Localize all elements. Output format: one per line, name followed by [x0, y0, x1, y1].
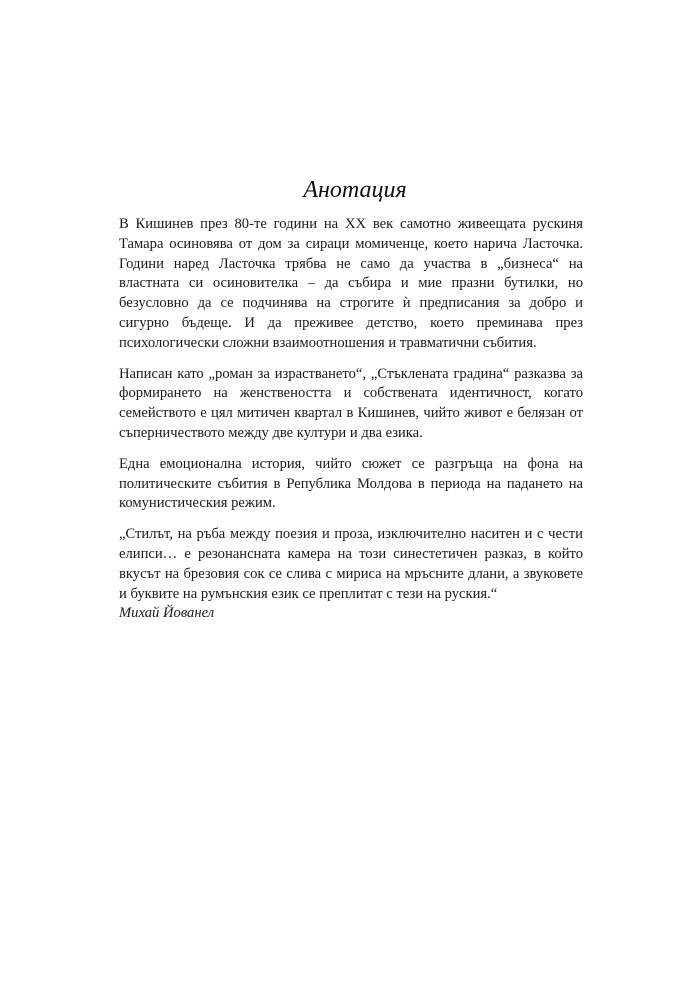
paragraph-context: Една емоционална история, чийто сюжет се разгръща на фона на политическите събития в Република Молдова в периода на падането на комунистическия режим.: [119, 455, 583, 512]
page-title: Анотация: [303, 177, 407, 203]
paragraph-genre: Написан като „роман за израстването“, „Стъклената градина“ разказва за формирането на женствеността и собствената идентичност, когато семейството е цял митичен квартал в Кишинев, чийто живот е белязан от съперничеството между две култури и два езика.: [119, 365, 583, 441]
paragraph-summary: В Кишинев през 80-те години на XX век самотно живеещата рускиня Тамара осиновява от дом за сираци момиченце, което нарича Ласточка. Години наред Ласточка трябва не само да участва в „бизнеса“ на властната си осиновителка – да събира и мие празни бутилки, но безусловно да се подчинява на строгите ѝ предписания за добро и сигурно бъдеще. И да преживее детство, което преминава през психологически сложни взаимоотношения и травматични събития.: [119, 216, 583, 351]
quote-author: Михай Йованел: [119, 605, 215, 622]
annotation-section: [119, 175, 583, 624]
paragraph-quote: „Стилът, на ръба между поезия и проза, изключително наситен и с чести елипси… е резонансната камера на този синестетичен разказ, в който вкусът на брезовия сок се слива с мириса на мръсните длани, а звуковете и буквите на румънския език се преплитат с тези на руския.“: [119, 526, 583, 602]
